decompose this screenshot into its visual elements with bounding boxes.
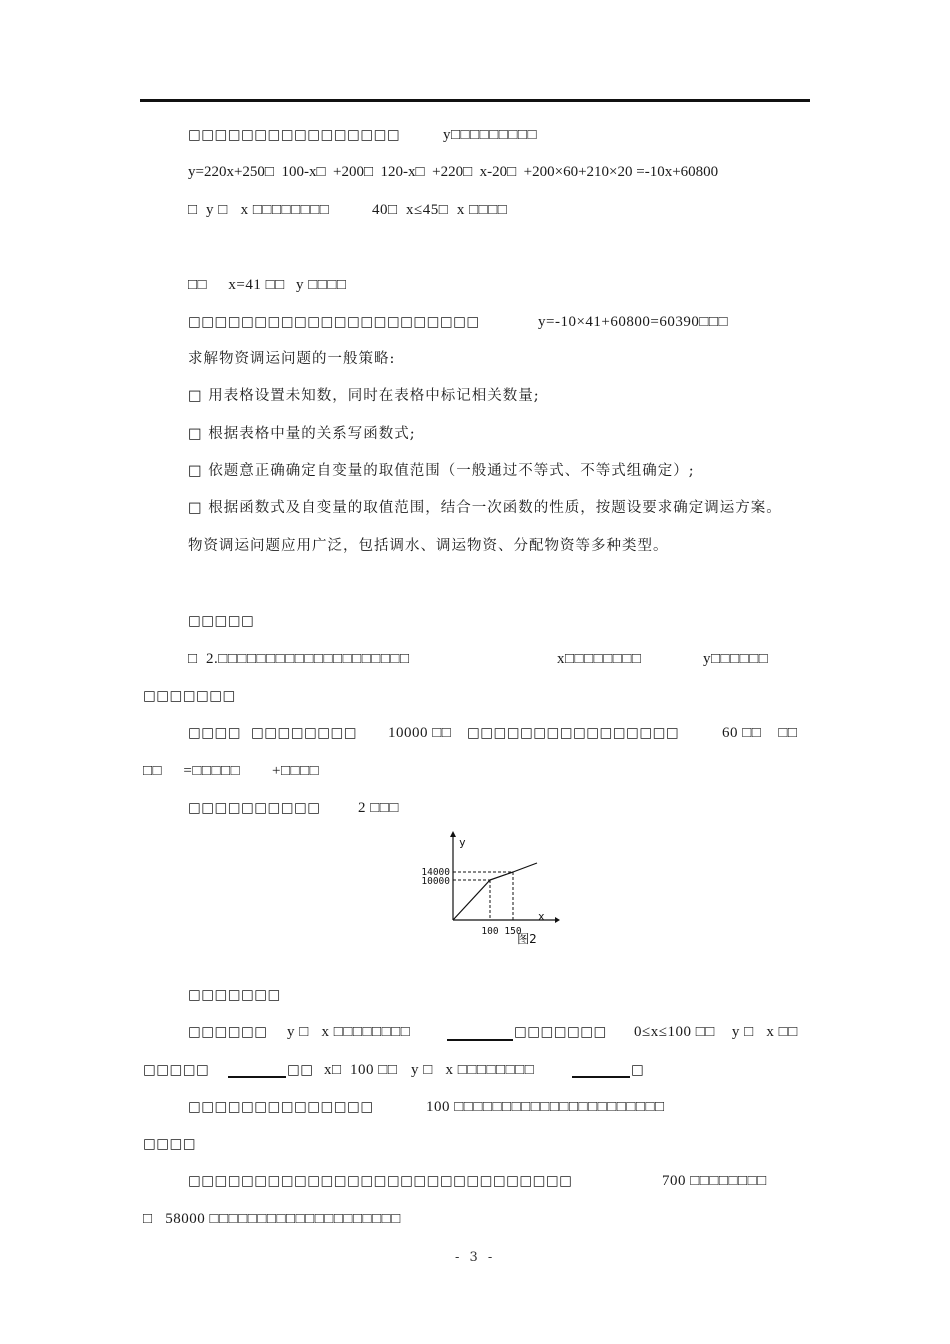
text-line: +□□□□	[272, 763, 320, 779]
text-line: □□□□□	[143, 1062, 210, 1078]
text-line: 2 □□□	[358, 800, 399, 816]
y-axis-label: y	[459, 836, 466, 849]
section-heading: □□□□□	[188, 613, 255, 629]
text-line: x□□□□□□□□	[557, 651, 642, 667]
strategy-step: □ 根据函数式及自变量的取值范围，结合一次函数的性质，按题设要求确定调运方案。	[188, 500, 782, 516]
figure-2-graph	[410, 828, 560, 948]
figure-caption: 图2	[517, 932, 537, 946]
text-line: □□□□□□	[188, 1024, 268, 1040]
text-line: □□□□	[143, 1136, 197, 1152]
equation-line: y=-10×41+60800=60390□□□	[538, 314, 729, 330]
text-line: □□□□□□□	[188, 987, 281, 1003]
text-line: □□ x=41 □□	[188, 277, 285, 293]
text-line: □	[631, 1062, 645, 1078]
text-line: y □□□□	[296, 277, 347, 293]
text-line: □□□□□□□□□□	[188, 800, 321, 816]
y-tick-label: 10000	[421, 876, 450, 887]
text-line: □□□□□□□	[514, 1024, 607, 1040]
text-line: y □ x □□□□□□□□	[287, 1024, 411, 1040]
text-line: □□□□□□□	[143, 688, 236, 704]
text-line: □□□□	[188, 725, 242, 741]
text-line: y□□□□□□	[703, 651, 769, 667]
text-line: □□□□□□□□□□□□□□□□□□□□□□	[188, 314, 480, 330]
text-line: □□□□□□□□□□□□□□	[188, 1099, 374, 1115]
text-line: y □ x □□□□□□□□	[411, 1062, 535, 1078]
text-line: □□ =□□□□□	[143, 763, 241, 779]
text-line: y□□□□□□□□□	[443, 127, 538, 143]
text-line: 40□ x≤45□ x □□□□	[372, 202, 508, 218]
text-line: □□□□□□□□□□□□□□□□	[188, 127, 401, 143]
text-line: □□□□□□□□□□□□□□□□	[467, 725, 680, 741]
text-line: □□	[287, 1062, 314, 1078]
fill-in-blank[interactable]	[572, 1076, 630, 1078]
graph-segment-3	[513, 863, 537, 872]
strategy-step: □ 用表格设置未知数，同时在表格中标记相关数量;	[188, 388, 540, 404]
text-line: □ 2.□□□□□□□□□□□□□□□□□□□□	[188, 651, 410, 667]
fill-in-blank[interactable]	[447, 1039, 513, 1041]
equation-line: y=220x+250□ 100-x□ +200□ 120-x□ +220□ x-20□ +200×60+210×20 =-10x+60800	[188, 164, 719, 180]
x-tick-label: 150	[504, 926, 522, 937]
y-tick-label: 14000	[421, 867, 450, 878]
page-number: - 3 -	[455, 1250, 496, 1265]
x-axis-label: x	[538, 910, 545, 923]
text-line: □ y □ x □□□□□□□□	[188, 202, 330, 218]
text-line: 10000 □□	[388, 725, 452, 741]
text-line: □□□□□□□□	[251, 725, 358, 741]
text-line: □□□□□□□□□□□□□□□□□□□□□□□□□□□□□	[188, 1173, 573, 1189]
y-axis-arrow-icon	[450, 831, 456, 837]
text-line: □ 58000 □□□□□□□□□□□□□□□□□□□□	[143, 1211, 401, 1227]
text-line: 0≤x≤100 □□ y □ x □□	[634, 1024, 798, 1040]
header-rule	[140, 99, 810, 102]
graph-segment-2	[490, 872, 513, 880]
strategy-step: □ 依题意正确确定自变量的取值范围（一般通过不等式、不等式组确定）;	[188, 463, 695, 479]
text-line: 100 □□□□□□□□□□□□□□□□□□□□□□	[426, 1099, 665, 1115]
strategy-step: □ 根据表格中量的关系写函数式;	[188, 426, 416, 442]
strategy-heading: 求解物资调运问题的一般策略:	[188, 351, 396, 367]
graph-segment-1	[453, 880, 490, 920]
strategy-note: 物资调运问题应用广泛，包括调水、调运物资、分配物资等多种类型。	[188, 538, 669, 554]
text-line: 700 □□□□□□□□	[662, 1173, 767, 1189]
x-tick-label: 100	[481, 926, 499, 937]
text-line: x□ 100 □□	[324, 1062, 398, 1078]
fill-in-blank[interactable]	[228, 1076, 286, 1078]
x-axis-arrow-icon	[555, 917, 560, 923]
text-line: 60 □□ □□	[722, 725, 798, 741]
